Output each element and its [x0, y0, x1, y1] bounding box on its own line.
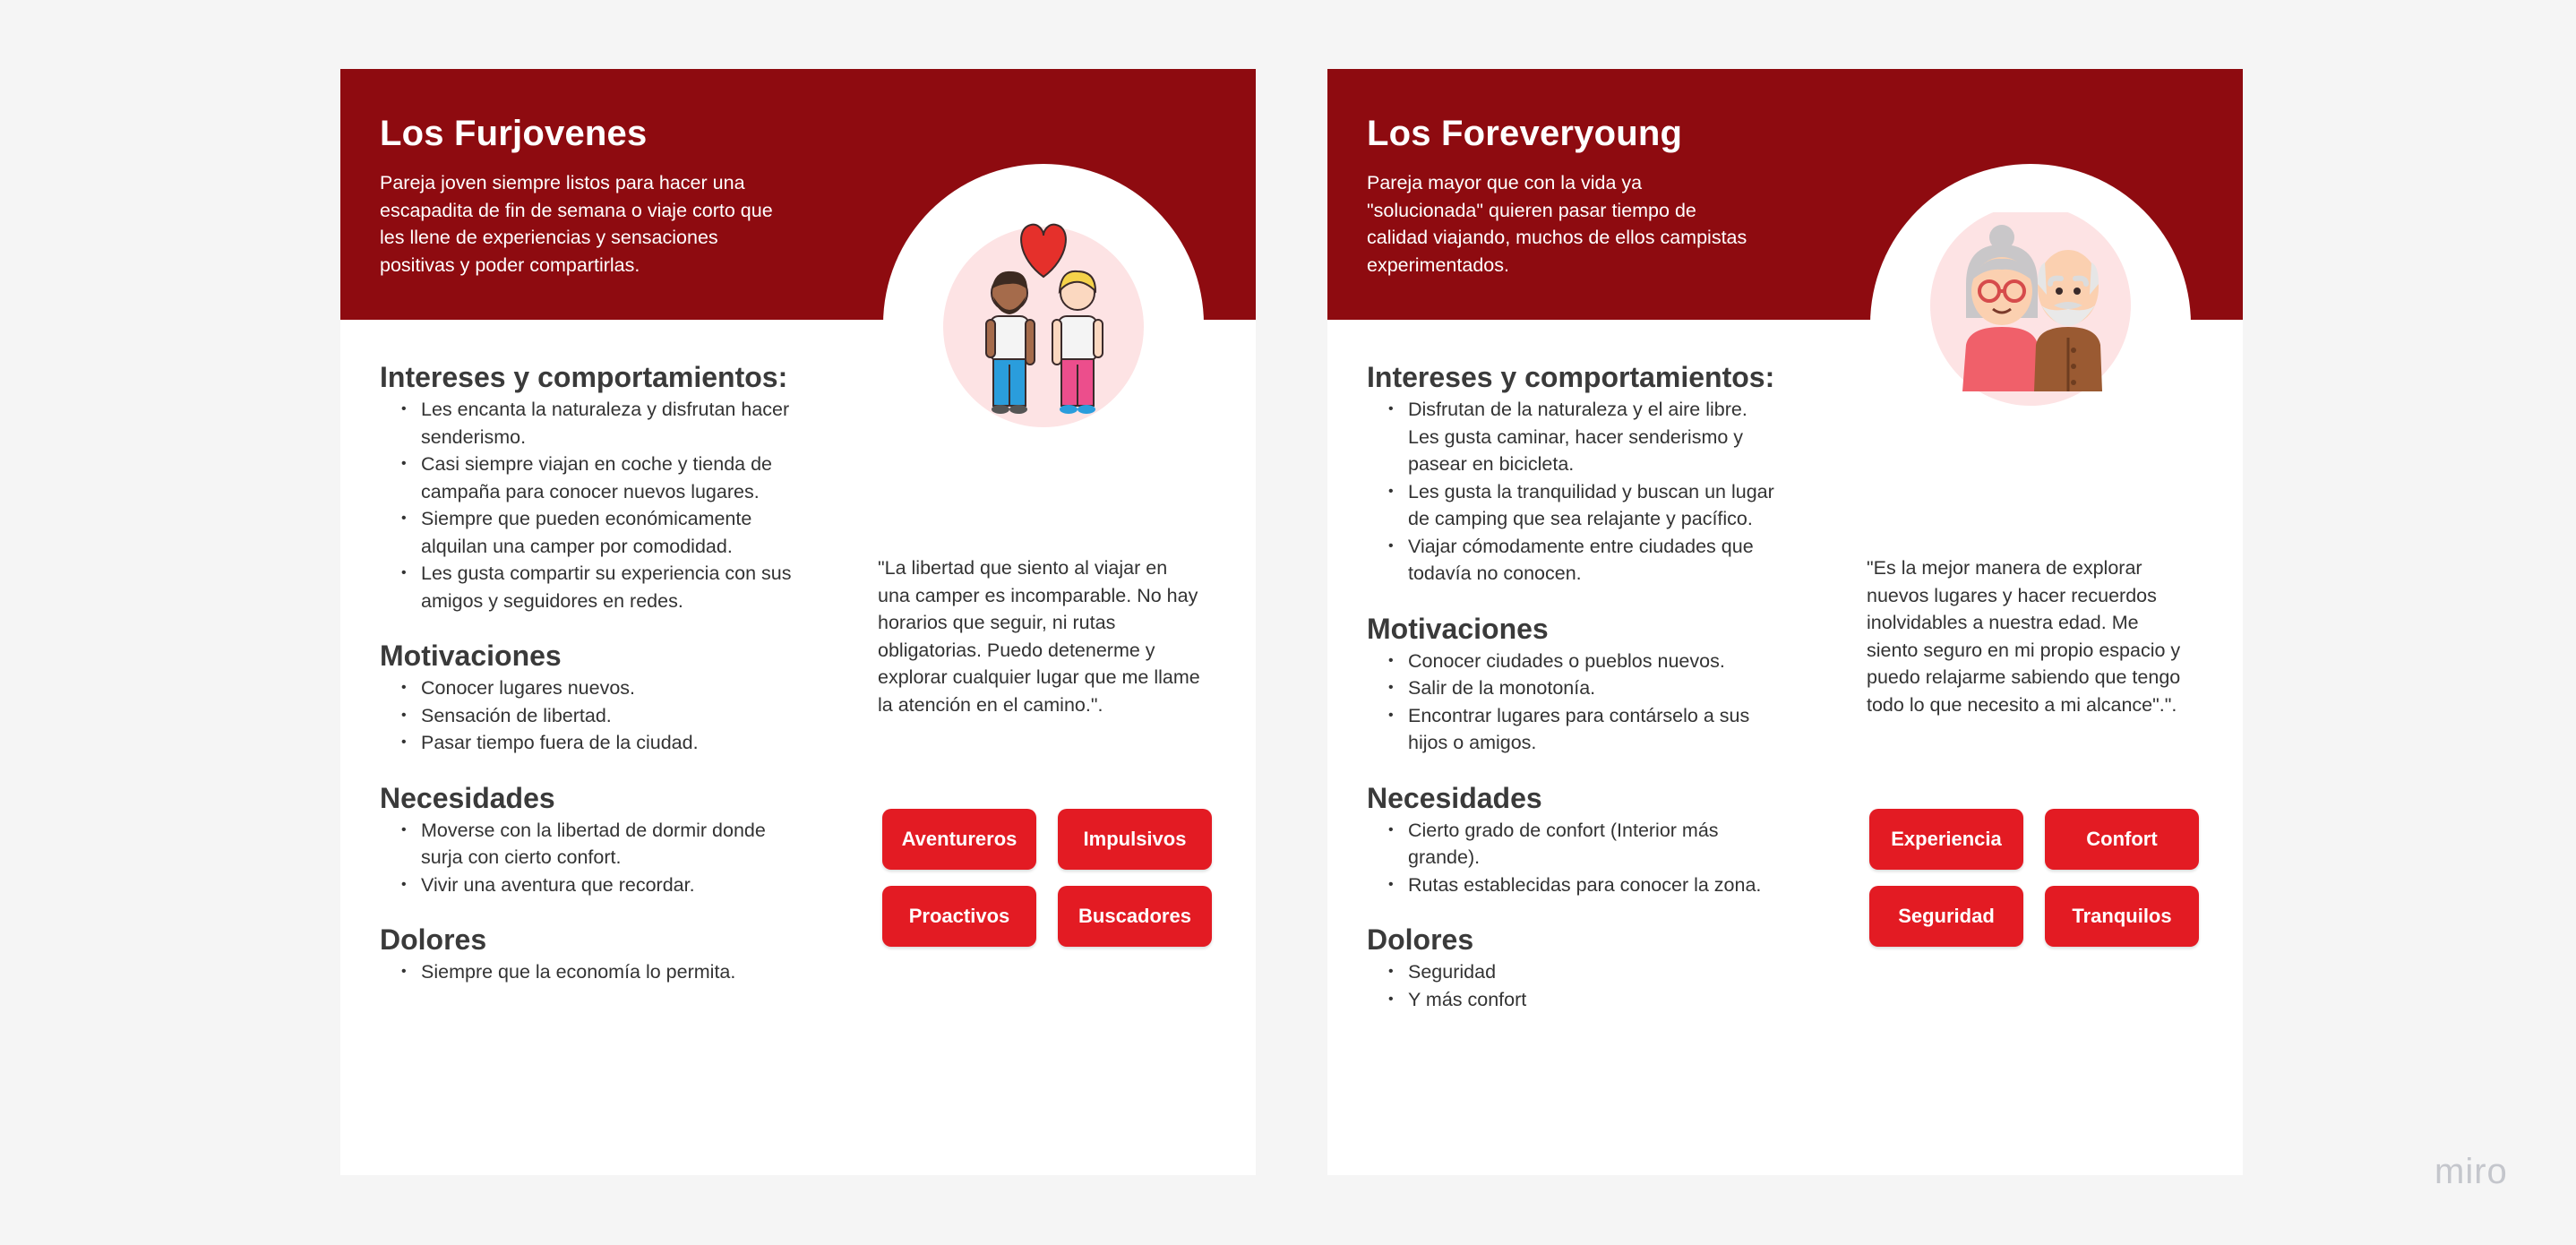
- list-item: • Casi siempre viajan en coche y tienda de campaña para conocer nuevos lugares.: [421, 451, 792, 505]
- section-necesidades: [1367, 782, 1779, 899]
- list-item: • Y más confort: [1408, 986, 1779, 1014]
- section-title: Motivaciones: [380, 640, 562, 672]
- list-item: • Salir de la monotonía.: [1408, 674, 1779, 702]
- list-item: • Disfrutan de la naturaleza y el aire libre. Les gusta caminar, hacer senderismo y pasear en bicicleta.: [1408, 396, 1779, 478]
- persona-description: Pareja joven siempre listos para hacer una escapadita de fin de semana o viaje corto que les llene de experiencias y sensaciones positivas y poder compartirlas.: [380, 172, 773, 276]
- tag-buscadores[interactable]: Buscadores: [1058, 886, 1212, 947]
- list-item: • Sensación de libertad.: [421, 702, 792, 730]
- section-title: Intereses y comportamientos:: [380, 361, 788, 393]
- list-item: • Siempre que la economía lo permita.: [421, 958, 792, 986]
- persona-details: [1367, 361, 1779, 1038]
- list-item: • Siempre que pueden económicamente alquilan una camper por comodidad.: [421, 505, 792, 560]
- persona-title: Los Furjovenes: [380, 114, 648, 153]
- section-motivaciones: [1367, 613, 1779, 757]
- persona-card-furjovenes: [340, 69, 1256, 1175]
- bullet-list: [380, 817, 792, 899]
- list-item: • Conocer lugares nuevos.: [421, 674, 792, 702]
- list-item: • Vivir una aventura que recordar.: [421, 872, 792, 899]
- tag-aventureros[interactable]: Aventureros: [882, 809, 1036, 870]
- list-item: • Conocer ciudades o pueblos nuevos.: [1408, 648, 1779, 675]
- section-intereses: [380, 361, 792, 614]
- persona-title: Los Foreveryoung: [1367, 114, 1683, 153]
- list-item: • Rutas establecidas para conocer la zona.: [1408, 872, 1779, 899]
- bullet-list: [1367, 958, 1779, 1013]
- section-necesidades: [380, 782, 792, 899]
- list-item: • Seguridad: [1408, 958, 1779, 986]
- list-item: • Moverse con la libertad de dormir donde surja con cierto confort.: [421, 817, 792, 872]
- section-motivaciones: [380, 640, 792, 757]
- section-dolores: [1367, 923, 1779, 1013]
- list-item: • Cierto grado de confort (Interior más grande).: [1408, 817, 1779, 872]
- list-item: • Pasar tiempo fuera de la ciudad.: [421, 729, 792, 757]
- miro-logo: miro: [2434, 1152, 2508, 1191]
- persona-description: Pareja mayor que con la vida ya "solucionada" quieren pasar tiempo de calidad viajando, muchos de ellos campistas experimentados.: [1367, 172, 1747, 276]
- tag-confort[interactable]: Confort: [2045, 809, 2199, 870]
- persona-details: [380, 361, 792, 1011]
- section-title: Necesidades: [380, 781, 555, 814]
- elderly-couple-icon: [1919, 212, 2142, 434]
- section-dolores: [380, 923, 792, 986]
- bullet-list: [1367, 817, 1779, 899]
- bullet-list: [380, 396, 792, 614]
- section-title: Necesidades: [1367, 781, 1542, 814]
- list-item: • Les encanta la naturaleza y disfrutan hacer senderismo.: [421, 396, 792, 451]
- bullet-list: [1367, 396, 1779, 588]
- tag-tranquilos[interactable]: Tranquilos: [2045, 886, 2199, 947]
- young-couple-icon: [932, 212, 1155, 434]
- persona-quote: "La libertad que siento al viajar en una camper es incomparable. No hay horarios que seguir, ni rutas obligatorias. Puedo detenerme y explorar cualquier lugar que me llame la atención en el camino.".: [878, 557, 1200, 716]
- tag-proactivos[interactable]: Proactivos: [882, 886, 1036, 947]
- bullet-list: [380, 674, 792, 757]
- section-title: Dolores: [1367, 923, 1474, 956]
- list-item: • Viajar cómodamente entre ciudades que todavía no conocen.: [1408, 533, 1779, 588]
- section-title: Motivaciones: [1367, 612, 1549, 645]
- tag-seguridad[interactable]: Seguridad: [1869, 886, 2023, 947]
- bullet-list: [1367, 648, 1779, 757]
- persona-card-foreveryoung: [1327, 69, 2243, 1175]
- list-item: • Encontrar lugares para contárselo a sus hijos o amigos.: [1408, 702, 1779, 757]
- persona-quote: "Es la mejor manera de explorar nuevos lugares y hacer recuerdos inolvidables a nuestra edad. Me siento seguro en mi propio espacio y puedo relajarme sabiendo que tengo todo lo que necesito a mi alcance".".: [1867, 557, 2181, 716]
- list-item: • Les gusta la tranquilidad y buscan un lugar de camping que sea relajante y pacífico.: [1408, 478, 1779, 533]
- section-intereses: [1367, 361, 1779, 588]
- tag-impulsivos[interactable]: Impulsivos: [1058, 809, 1212, 870]
- list-item: • Les gusta compartir su experiencia con sus amigos y seguidores en redes.: [421, 560, 792, 614]
- section-title: Dolores: [380, 923, 487, 956]
- tag-experiencia[interactable]: Experiencia: [1869, 809, 2023, 870]
- bullet-list: [380, 958, 792, 986]
- section-title: Intereses y comportamientos:: [1367, 361, 1775, 393]
